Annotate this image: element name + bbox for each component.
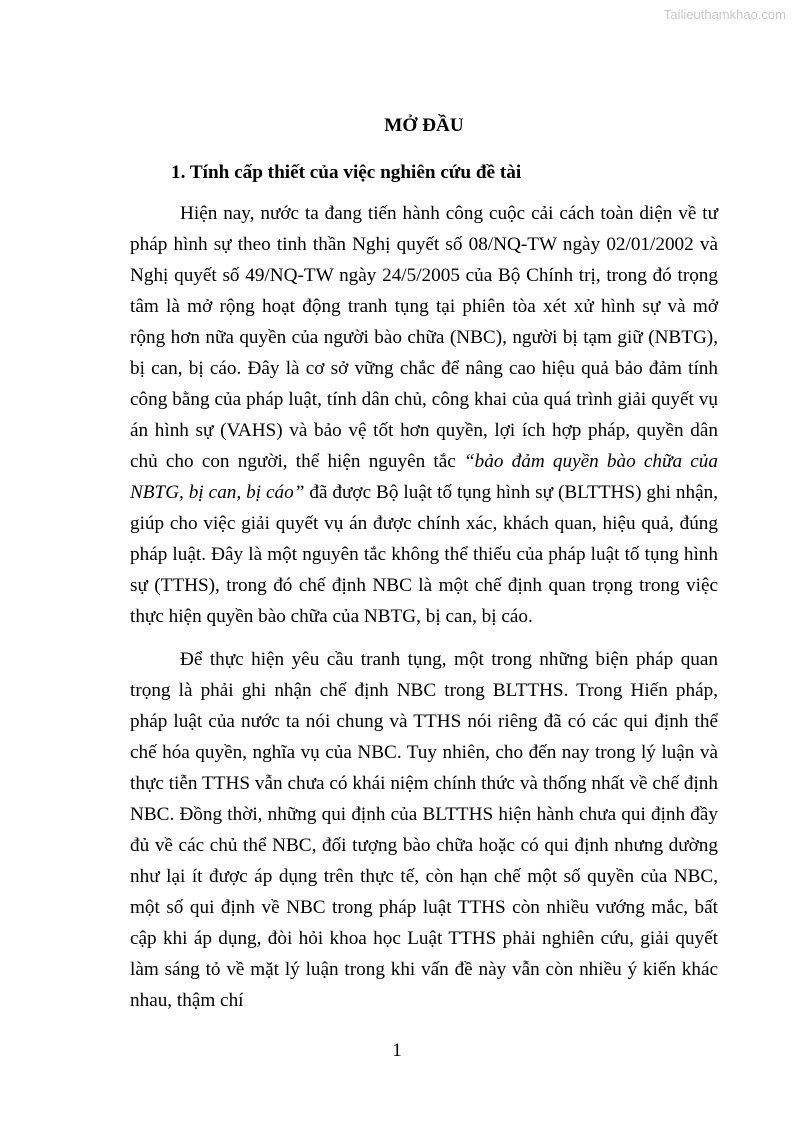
paragraph-2: Để thực hiện yêu cầu tranh tụng, một trong những biện pháp quan trọng là phải ghi nhận chế định NBC trong BLTTHS. Trong Hiến pháp, pháp luật của nước ta nói chung và TTHS nói riêng đã có các qui định thể chế hóa quyền, nghĩa vụ của NBC. Tuy nhiên, cho đến nay trong lý luận và thực tiễn TTHS vẫn chưa có khái niệm chính thức và thống nhất về chế định NBC. Đồng thời, những qui định của BLTTHS hiện hành chưa qui định đầy đủ về các chủ thể NBC, đối tượng bào chữa hoặc có qui định nhưng dường như lại ít được áp dụng trên thực tế, còn hạn chế một số quyền của NBC, một số qui định về NBC trong pháp luật TTHS còn nhiều vướng mắc, bất cập khi áp dụng, đòi hỏi khoa học Luật TTHS phải nghiên cứu, giải quyết làm sáng tỏ về mặt lý luận trong khi vấn đề này vẫn còn nhiều ý kiến khác nhau, thậm chí — [130, 649, 718, 1011]
paragraph-1-text-start: Hiện nay, nước ta đang tiến hành công cuộc cải cách toàn diện về tư pháp hình sự theo tinh thần Nghị quyết số 08/NQ-TW ngày 02/01/2002 và Nghị quyết số 49/NQ-TW ngày 24/5/2005 của Bộ Chính trị, trong đó trọng tâm là mở rộng hoạt động tranh tụng tại phiên tòa xét xử hình sự và mở rộng hơn nữa quyền của người bào chữa (NBC), người bị tạm giữ (NBTG), bị can, bị cáo. Đây là cơ sở vững chắc để nâng cao hiệu quả bảo đảm tính công bằng của pháp luật, tính dân chủ, công khai của quá trình giải quyết vụ án hình sự (VAHS) và bảo vệ tốt hơn quyền, lợi ích hợp pháp, quyền dân chủ cho con người, thể hiện nguyên tắc — [130, 203, 718, 472]
document-page — [130, 112, 718, 1028]
watermark: Tailieuthamkhao.com — [663, 7, 786, 22]
paragraph-1-italic-quote: “bảo đảm quyền bào chữa của NBTG, bị can, bị cáo” — [130, 451, 718, 503]
page-number: 1 — [392, 1040, 402, 1061]
paragraph-1 — [130, 198, 718, 632]
paragraph-1-text-end: đã được Bộ luật tố tụng hình sự (BLTTHS) ghi nhận, giúp cho việc giải quyết vụ án được chính xác, khách quan, hiệu quả, đúng pháp luật. Đây là một nguyên tắc không thể thiếu của pháp luật tố tụng hình sự (TTHS), trong đó chế định NBC là một chế định quan trọng trong việc thực hiện quyền bào chữa của NBTG, bị can, bị cáo. — [130, 482, 718, 627]
document-title: MỞ ĐẦU — [384, 115, 464, 136]
section-heading: 1. Tính cấp thiết của việc nghiên cứu đề tài — [171, 162, 522, 183]
